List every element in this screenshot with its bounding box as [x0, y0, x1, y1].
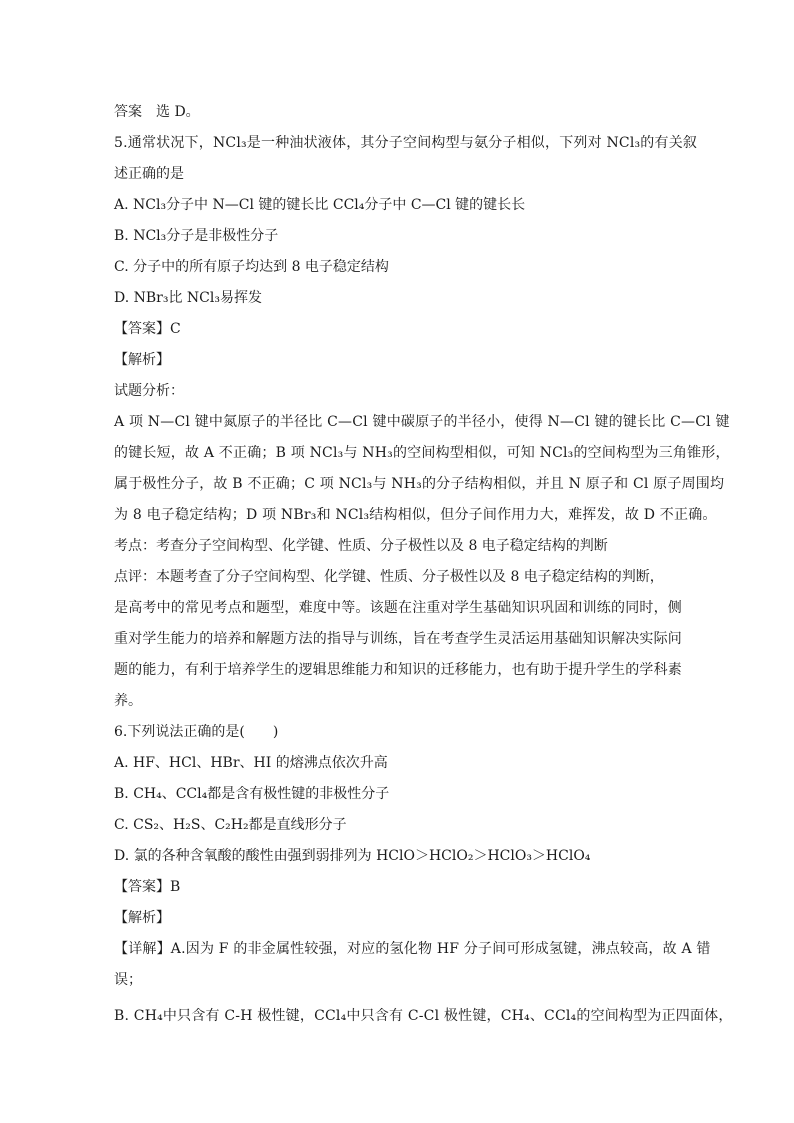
question-6-answer: 【答案】B	[114, 879, 181, 895]
question-6-option-d: D. 氯的各种含氧酸的酸性由强到弱排列为 HClO＞HClO₂＞HClO₃＞HClO₄	[114, 848, 591, 864]
question-5-option-c: C. 分子中的所有原子均达到 8 电子稳定结构	[114, 259, 389, 275]
question-6-option-c: C. CS₂、H₂S、C₂H₂都是直线形分子	[114, 817, 347, 833]
detail-line-3: B. CH₄中只含有 C-H 极性键，CCl₄中只含有 C-Cl 极性键，CH₄、CCl₄的空间构型为正四面体，	[114, 1008, 733, 1024]
analysis-subheading: 试题分析：	[114, 383, 184, 399]
question-5-option-b: B. NCl₃分子是非极性分子	[114, 228, 279, 244]
comment-line-4: 题的能力，有利于培养学生的逻辑思维能力和知识的迁移能力，也有助于提升学生的学科素	[114, 662, 682, 678]
question-5-stem: 5.通常状况下，NCl₃是一种油状液体，其分子空间构型与氨分子相似，下列对 NCl₃的有关叙	[114, 135, 698, 151]
question-6-option-b: B. CH₄、CCl₄都是含有极性键的非极性分子	[114, 786, 390, 802]
question-5-stem-cont: 述正确的是	[114, 166, 184, 182]
comment-line-2: 是高考中的常见考点和题型，难度中等。该题在注重对学生基础知识巩固和训练的同时，侧	[114, 600, 682, 616]
question-5-option-a: A. NCl₃分子中 N—Cl 键的键长比 CCl₄分子中 C—Cl 键的键长长	[114, 197, 526, 213]
question-6-stem: 6.下列说法正确的是( )	[114, 724, 279, 740]
question-6-analysis-heading: 【解析】	[114, 910, 170, 926]
analysis-line-1: A 项 N—Cl 键中氮原子的半径比 C—Cl 键中碳原子的半径小，使得 N—Cl 键的键长比 C—Cl 键	[114, 414, 730, 430]
question-6-option-a: A. HF、HCl、HBr、HI 的熔沸点依次升高	[114, 755, 388, 771]
analysis-line-3: 属于极性分子，故 B 不正确；C 项 NCl₃与 NH₃的分子结构相似，并且 N 原子和 Cl 原子周围均	[114, 476, 725, 492]
detail-line-1: 【详解】A.因为 F 的非金属性较强，对应的氢化物 HF 分子间可形成氢键，沸点较高，故 A 错	[114, 941, 711, 957]
question-5-option-d: D. NBr₃比 NCl₃易挥发	[114, 290, 262, 306]
question-5-analysis-heading: 【解析】	[114, 352, 170, 368]
comment-line-5: 养。	[114, 693, 142, 709]
analysis-line-2: 的键长短，故 A 不正确；B 项 NCl₃与 NH₃的空间构型相似，可知 NCl₃的空间构型为三角锥形，	[114, 445, 730, 461]
detail-line-2: 误；	[114, 972, 142, 988]
prev-answer-line: 答案 选 D。	[114, 104, 200, 120]
analysis-line-4: 为 8 电子稳定结构；D 项 NBr₃和 NCl₃结构相似，但分子间作用力大，难挥发，故 D 不正确。	[114, 507, 717, 523]
question-5-answer: 【答案】C	[114, 321, 181, 337]
exam-point: 考点：考查分子空间构型、化学键、性质、分子极性以及 8 电子稳定结构的判断	[114, 538, 608, 554]
comment-line-3: 重对学生能力的培养和解题方法的指导与训练，旨在考查学生灵活运用基础知识解决实际问	[114, 631, 682, 647]
comment-line-1: 点评：本题考查了分子空间构型、化学键、性质、分子极性以及 8 电子稳定结构的判断，	[114, 569, 664, 585]
